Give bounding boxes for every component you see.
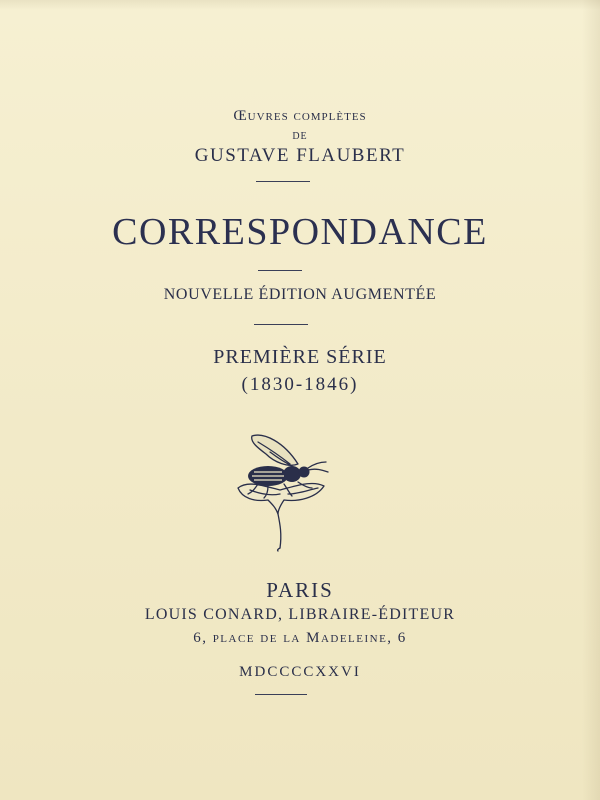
book-title: CORRESPONDANCE: [112, 211, 488, 253]
publisher-name: LOUIS CONARD, LIBRAIRE-ÉDITEUR: [144, 606, 456, 623]
series-number: PREMIÈRE SÉRIE: [213, 346, 387, 368]
author-name: GUSTAVE FLAUBERT: [194, 145, 406, 166]
year-range: (1830-1846): [241, 374, 359, 395]
paper-shadow-top: [0, 0, 600, 10]
preposition-label: DE: [292, 131, 308, 142]
divider-rule: [254, 324, 308, 325]
publisher-address: 6, place de la Madeleine, 6: [193, 630, 407, 646]
edition-label: NOUVELLE ÉDITION AUGMENTÉE: [163, 286, 437, 303]
publication-city: PARIS: [266, 578, 334, 602]
divider-rule: [256, 181, 310, 182]
divider-rule: [258, 270, 302, 271]
divider-rule: [255, 694, 307, 695]
series-label: Œuvres complètes: [233, 108, 367, 124]
publication-year: MDCCCCXXVI: [239, 664, 361, 680]
bee-on-flower-icon: [228, 428, 332, 552]
